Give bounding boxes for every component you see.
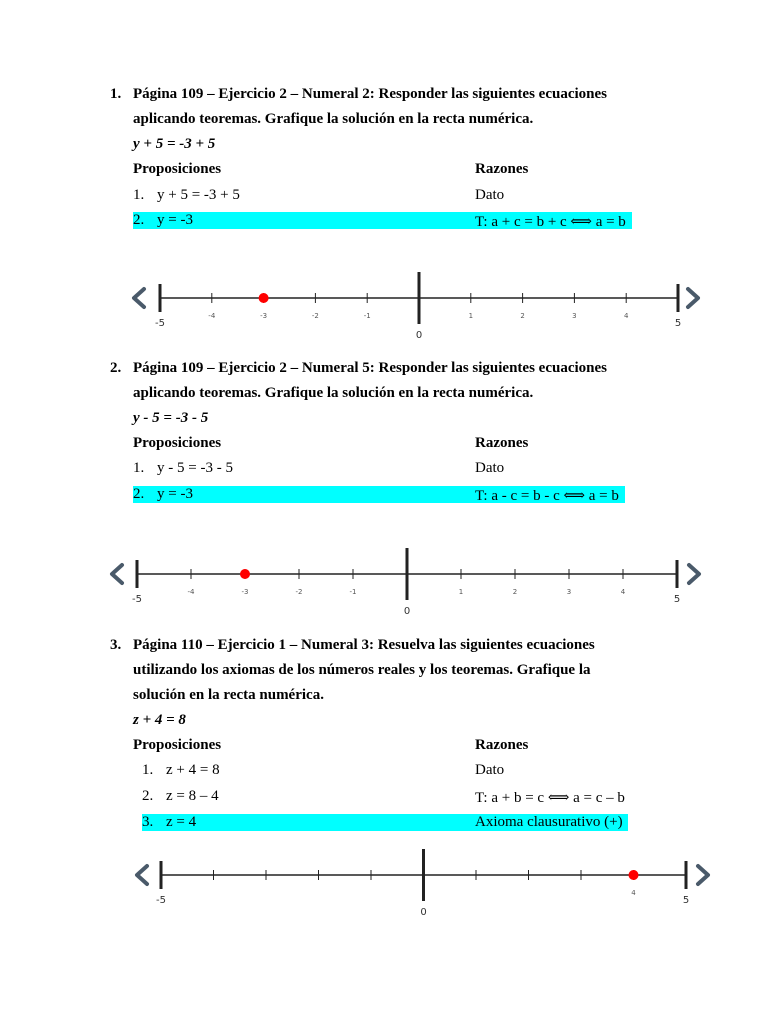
row-proposition: y = -3	[157, 212, 193, 228]
chevron-right-icon	[698, 866, 708, 884]
tick-label: -1	[363, 312, 371, 320]
header-propositions: Proposiciones	[133, 161, 222, 177]
tick-label: -5	[155, 318, 165, 329]
row-reason: T: a + c = b + c ⟺ a = b	[475, 214, 626, 230]
row-number: 1.	[142, 762, 154, 778]
equation: z + 4 = 8	[133, 712, 186, 728]
tick-label: 2	[520, 312, 525, 320]
row-number: 1.	[133, 187, 145, 203]
exercise-number: 3.	[110, 637, 122, 653]
tick-label: 0	[415, 330, 423, 341]
row-number: 3.	[142, 814, 154, 830]
tick-label: 1	[458, 588, 464, 596]
tick-label: -4	[208, 312, 216, 320]
tick-label: -2	[311, 312, 319, 320]
solution-point	[629, 870, 639, 880]
exercise-number: 2.	[110, 360, 122, 376]
header-reasons: Razones	[475, 737, 529, 753]
exercise-number: 1.	[110, 86, 122, 102]
tick-label: 5	[674, 318, 682, 329]
exercise-title-line1: Página 109 – Ejercicio 2 – Numeral 5: Responder las siguientes ecuaciones	[133, 360, 607, 376]
header-propositions: Proposiciones	[133, 435, 222, 451]
row-proposition: y + 5 = -3 + 5	[157, 187, 240, 203]
row-reason: T: a - c = b - c ⟺ a = b	[475, 488, 619, 504]
header-propositions: Proposiciones	[133, 737, 222, 753]
equation: y - 5 = -3 - 5	[133, 410, 209, 426]
tick-label: 4	[631, 889, 636, 897]
header-reasons: Razones	[475, 161, 529, 177]
tick-label: -5	[156, 895, 166, 906]
tick-label: 5	[673, 594, 681, 605]
tick-label: 5	[682, 895, 690, 906]
equation: y + 5 = -3 + 5	[133, 136, 216, 152]
tick-label: 4	[623, 312, 629, 320]
row-reason: Dato	[475, 187, 505, 203]
exercise-title-line1: Página 109 – Ejercicio 2 – Numeral 2: Responder las siguientes ecuaciones	[133, 86, 607, 102]
exercise-title-line3: solución en la recta numérica.	[133, 687, 324, 703]
row-number: 2.	[142, 788, 154, 804]
tick-label: -5	[132, 594, 142, 605]
row-number: 1.	[133, 460, 145, 476]
row-number: 2.	[133, 212, 145, 228]
chevron-left-icon	[137, 866, 147, 884]
tick-label: -3	[260, 312, 268, 320]
exercise-title-line2: aplicando teoremas. Grafique la solución en la recta numérica.	[133, 111, 534, 127]
tick-label: -3	[241, 588, 249, 596]
row-reason: T: a + b = c ⟺ a = c – b	[475, 790, 625, 806]
tick-label: 3	[566, 588, 572, 596]
tick-label: 1	[468, 312, 474, 320]
row-reason: Dato	[475, 460, 505, 476]
row-reason: Axioma clausurativo (+)	[475, 814, 623, 830]
tick-label: 4	[620, 588, 626, 596]
row-proposition: y = -3	[157, 486, 193, 502]
header-reasons: Razones	[475, 435, 529, 451]
tick-label: 0	[420, 907, 427, 918]
tick-label: -2	[295, 588, 303, 596]
row-number: 2.	[133, 486, 145, 502]
exercise-title-line1: Página 110 – Ejercicio 1 – Numeral 3: Resuelva las siguientes ecuaciones	[133, 637, 595, 653]
row-proposition: y - 5 = -3 - 5	[157, 460, 233, 476]
row-reason: Dato	[475, 762, 505, 778]
tick-label: 0	[403, 606, 411, 617]
tick-label: -1	[349, 588, 357, 596]
tick-label: 3	[572, 312, 577, 320]
exercise-title-line2: utilizando los axiomas de los números reales y los teoremas. Grafique la	[133, 662, 591, 678]
row-proposition: z = 8 – 4	[166, 788, 219, 804]
tick-label: -4	[187, 588, 195, 596]
tick-label: 2	[512, 588, 518, 596]
row-proposition: z = 4	[166, 814, 197, 830]
row-proposition: z + 4 = 8	[166, 762, 220, 778]
exercise-title-line2: aplicando teoremas. Grafique la solución en la recta numérica.	[133, 385, 534, 401]
